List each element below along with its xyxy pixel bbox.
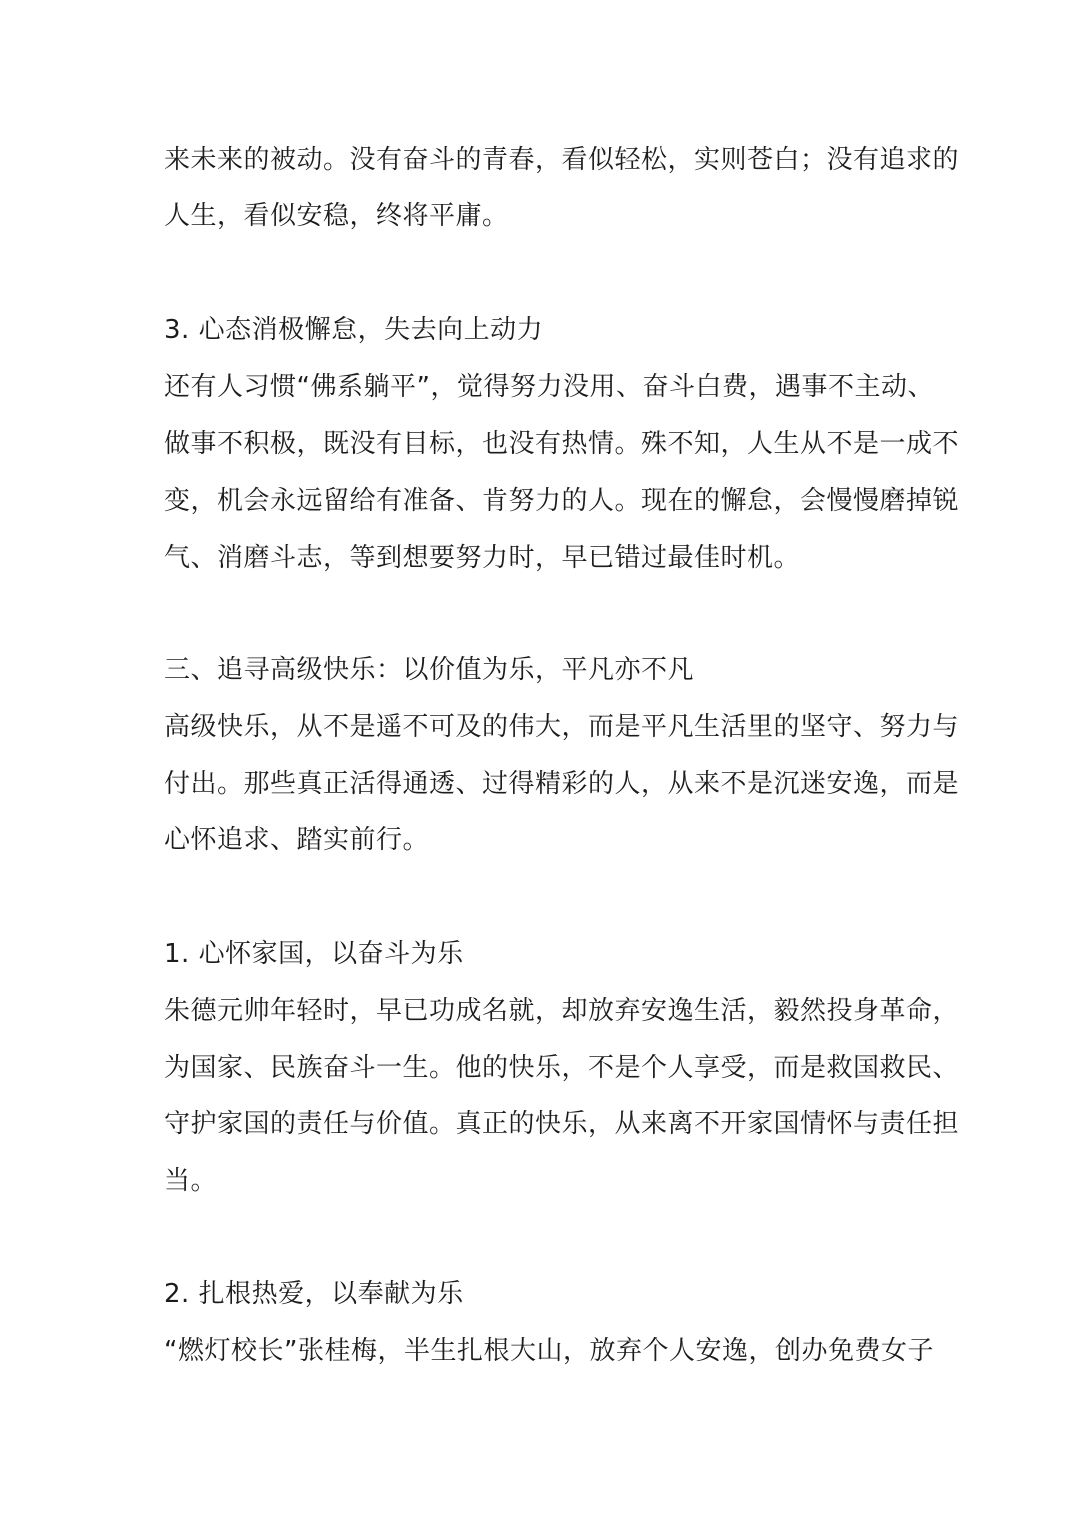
text-line: 朱德元帅年轻时，早已功成名就，却放弃安逸生活，毅然投身革命， [164, 996, 960, 1026]
text-line: 付出。那些真正活得通透、过得精彩的人，从来不是沉迷安逸，而是 [164, 769, 960, 799]
text-line: 气、消磨斗志，等到想要努力时，早已错过最佳时机。 [164, 543, 801, 573]
text-line: 还有人习惯“佛系躺平”，觉得努力没用、奋斗白费，遇事不主动、 [164, 372, 934, 402]
section-heading: 1. 心怀家国，以奋斗为乐 [164, 939, 464, 969]
text-line: “燃灯校长”张桂梅，半生扎根大山，放弃个人安逸，创办免费女子 [164, 1336, 934, 1366]
text-line: 为国家、民族奋斗一生。他的快乐，不是个人享受，而是救国救民、 [164, 1053, 960, 1083]
text-line: 做事不积极，既没有目标，也没有热情。殊不知，人生从不是一成不 [164, 429, 960, 459]
text-line: 当。 [164, 1166, 218, 1196]
section-heading: 2. 扎根热爱，以奉献为乐 [164, 1279, 464, 1309]
text-line: 心怀追求、踏实前行。 [164, 825, 430, 855]
text-line: 变，机会永远留给有准备、肯努力的人。现在的懈怠，会慢慢磨掉锐 [164, 486, 960, 516]
chapter-heading: 三、追寻高级快乐：以价值为乐，平凡亦不凡 [164, 655, 695, 685]
text-line: 来未来的被动。没有奋斗的青春，看似轻松，实则苍白；没有追求的 [164, 145, 960, 175]
text-line: 人生，看似安稳，终将平庸。 [164, 201, 509, 231]
text-line: 高级快乐，从不是遥不可及的伟大，而是平凡生活里的坚守、努力与 [164, 712, 960, 742]
text-line: 守护家国的责任与价值。真正的快乐，从来离不开家国情怀与责任担 [164, 1109, 960, 1139]
section-heading: 3. 心态消极懈怠，失去向上动力 [164, 315, 544, 345]
